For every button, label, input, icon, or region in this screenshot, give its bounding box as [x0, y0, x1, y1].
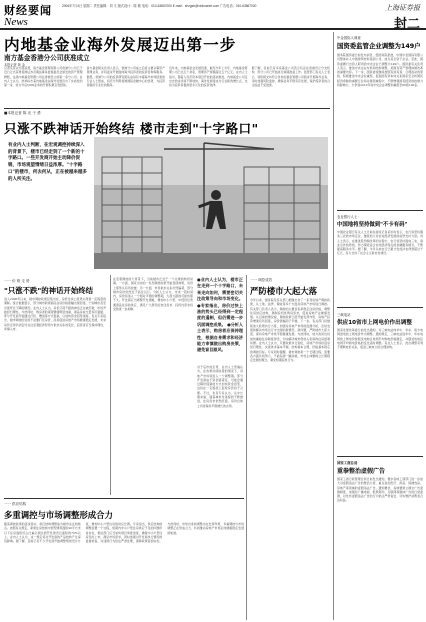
lead-story-kicker: ■本报记者 陈 光 于 勇	[4, 111, 41, 115]
top-story-column: 南方基金相关负责人表示，香港分公司成立后将主要从事资产管理业务，并将逐步开展面向海外投资者的投资咨询等服务。据悉，香港分公司的投资研究团队由具有丰富海外市场经验的专业人士组成，将充分利用香港国际金融中心的优势，为投资者提供专业化的服务。	[86, 66, 165, 88]
bottom-divider	[4, 498, 244, 499]
supply-body: 随着调控政策的逐步落实，供应结构调整成为楼市关注的焦点。按照有关规定，新建住房结构中套型建筑面积90平方米以下住房面积所占比重必须达到开发建设总面积的70%以上。业内人士认为，这一规定将对开发商的产品结构产生深远影响。据了解，目前已有不少开发商开始调整规划设计方案，增加中小户型住房的供应比例。专家指出，供应结构的调整需要一个过程，短期内中小户型住房供应不足的问题仍将存在，相关部门应当加快项目审批进度，确保中小户型住房及时上市，满足市场需求，同时加强对开发商执行情况的监督检查，对违规行为依法严肃处理，保障政策落到实处。与此同时，市场自身的调整也在发挥作用，多重调控与市场调整正在形成合力，共同推动房地产市场走向健康稳定发展的轨道。	[4, 522, 244, 544]
item2-body: 中国农业银行有关人士日前在接受记者采访时表示，农行将坚持服务三农的市场定位，继续加大对农村经济发展的信贷支持力度。该人士表示，在推进股份制改革的过程中，农行将坚持面向三农、商业运作的原则，努力探索适合农村经济特点的金融服务模式，不断提高服务水平。据了解，今年以来农行已累计发放涉农贷款超过千亿元，有力支持了社会主义新农村建设。	[337, 230, 423, 256]
supply-headline: 多重调控与市场调整形成合力	[4, 510, 113, 520]
newspaper-logo: 上海证券报	[385, 4, 420, 12]
construction-photo	[94, 137, 328, 269]
supply-kicker: 一一 供应结构	[4, 502, 27, 506]
edition-label: 封二	[393, 17, 420, 32]
item2-headline: 中国地将坚持做到"不卡有码"	[337, 222, 408, 228]
item2-kicker: 农业银行人士：	[337, 215, 361, 219]
quote-box: ●业内人士认为，楼市正在走到一个十字路口，未来走向如何，需要密切关注政策导向和市场变化。 ●专家指出，房价过快上涨的势头已经得到一定程度的遏制，但仍需进一步巩固调控成果。 ●分析人士表示，购房者应保持理性，根据自身需求和经济能力审慎做出购房决策，避免盲目跟风。	[197, 277, 243, 353]
item1-headline: 国资委监管企业调整为149户	[337, 42, 421, 50]
construction-photo-image	[94, 137, 328, 269]
page-header	[0, 0, 426, 30]
top-story-column: 据了解，目前已有多家基金公司表示有意在香港设立分支机构，部分公司已开始进行前期准备工作。监管部门有关人士表示，将积极支持符合条件的基金管理公司稳步开展海外业务，同时加强风险监控，确保业务平稳有序发展，保护投资者的合法权益不受侵害。	[251, 66, 330, 88]
top-story-column: 近年来，内地基金业发展迅速，截至今年上半年，内地基金管理公司已达五十余家，管理资产规模超过五千亿元。业内人士指出，随着人民币资本项目开放的逐步推进，内地基金公司走出去的步伐将不断加快，海外发展将成为行业新的增长点，也将为投资者提供更多元化的投资选择。	[169, 66, 248, 88]
analysis-body: 在宏观调控的大背景下，当前楼市正处于一个关键的转折时期。一方面，国家出台的一系列调控政策开始显现效果，房价上涨势头有所放缓；另一方面，市场供求关系仍然偏紧，部分城市房价依然处于高位运行。分析人士认为，未来一段时间内，房价将进入一个相对平稳的调整期，大涨大跌的可能性都不大。开发商应当调整开发策略，增加中小户型、中低价位普通商品住房的供应，满足广大居民的自住需求，投机性需求将受到进一步抑制。	[113, 277, 193, 312]
right-divider	[337, 456, 423, 457]
item3-headline: 供应10省市上网电价作出调整	[337, 320, 412, 326]
top-story-column: 记者从有关方面获悉，南方基金管理有限公司香港分公司已于近日正式获得香港证券及期货事务监察委员会颁发的资产管理牌照，这是内地基金管理公司在香港设立的第一家分公司。业内人士认为，此举标志着内地基金业海外发展迈出了实质性的第一步，将为今后QDII业务的开展积累宝贵经验。	[4, 66, 83, 88]
regulation-body: 今年以来，国务院及有关部门相继出台了一系列房地产调控政策，从土地、信贷、税收等多个方面对房地产市场进行调控。有关部门负责人表示，调控的主要目标是稳定住房价格，调整住房供应结构，遏制投机性购房需求，促进房地产业健康发展。从目前的情况看，调控政策已经开始发挥作用，房地产投资增速有所回落，房价涨幅趋于平缓。下一步，有关部门将继续加大政策执行力度，加强对房地产市场的监测分析，及时发现和解决市场运行中出现的新情况、新问题，严防楼市大起大落，保持房地产市场平稳健康发展。与此同时，地方政府也将加快廉租住房制度建设，切实解决城市低收入家庭的住房困难问题。业内人士认为，只要政策执行到位，房地产市场将逐步回归理性，实现供求基本平衡、结构基本合理、价格基本稳定的调控目标。专家同时提醒，楼市调控是一个长期过程，需要各方面共同努力，不能指望一蹴而就，市场主体要树立长期稳定发展的理念，避免短期投机行为。	[250, 298, 330, 363]
item1-body: 国务院国资委日前发布消息，经国务院批准，中国中金国际有限公司整体并入中国建筑材料集团公司，成为其全资子企业。至此，国资委履行出资人职责的中央企业已调整为149户。国资委有关负责人表示，推进中央企业布局和结构调整，是国有资产管理体制改革的重要内容。下一步，国资委将继续按照有进有退、合理流动的原则，积极推进中央企业重组，促进国有资本向关系国家安全和国民经济命脉的重要行业和关键领域集中，不断增强国有经济的控制力和影响力，力争到2010年将中央企业调整和重组至80到100家。	[337, 53, 423, 88]
right-divider	[337, 210, 423, 211]
item3-body: 国家发展改革委日前发出通知，对三峡电站向华中、华东、南方电网送电的上网电价作出调整。通知规定，三峡电站送华中、华东电网的上网电价按照受电地区电网平均购电价格确定，并随受电地区电网平均购电价格的变化适时调整。有关人士表示，此次调整有利于理顺电价关系，促进三峡电力的合理消纳。	[337, 328, 423, 350]
item4-kicker: 国家工商总局	[337, 461, 358, 465]
trend-body: 对于后市的走势，业内人士普遍认为，在政策持续收紧的情况下，房地产市场将进入一个调整期。部分开发商由于资金链紧张，可能会通过降价促销的方式加快资金回笼，这将在一定程度上促使房价趋于合理。不过，也有专家认为，从中长期来看，随着城市化进程的不断推进，住房需求依然旺盛，房价总体上仍将保持平稳增长的态势。	[197, 365, 243, 408]
item4-body: 国家工商行政管理总局日前发出通知，要求各地工商部门进一步加大对虚假违法广告的整治力度，重点查处医疗、药品、保健食品、房地产等领域的虚假违法广告。通知要求，各地要建立健全广告监测制度，加强对广播电视、报纸期刊、互联网等媒体广告的日常监测，对发布虚假违法广告的行为依法严肃查处，切实维护消费者合法权益。	[337, 477, 423, 503]
item1-kicker: 中金国际入调查	[337, 36, 361, 40]
right-column-divider	[333, 32, 334, 620]
top-story-headline: 内地基金业海外发展迈出第一步	[4, 36, 237, 54]
price-trend-body: 进入2006年以来，楼市调控政策密集出台，房价过快上涨势头得到一定程度的遏制。统计数据显示，部分城市新建商品住房价格涨幅出现回落，个别城市甚至出现环比下降的情况。业内人士认为，房价只涨不跌的神话正在被打破，市场开始回归理性。与此同时，购房者的观望情绪明显加重，商品房成交量有所萎缩，部分开发商开始通过打折、赠送等方式促销，以加快资金回笼速度。有关专家指出，楼市调控的目的不是要打压房价，而是促进房地产市场健康稳定发展，未来房价走势仍需密切关注宏观经济形势与供求关系的变化，投资者应当保持理性，审慎入市。	[4, 297, 106, 332]
regulation-kicker: 一一 调控成效	[250, 278, 273, 282]
issue-meta: 2006年7月4日 星期二 责任编辑：刘 义 版式设计：陈 敏 电话：010-63867000 E-mail：shzgsb@xinhuanet.com 广告电话：010-63867000	[62, 4, 257, 8]
right-divider	[337, 307, 423, 308]
section-tag: 财经要闻	[4, 5, 52, 17]
top-story-divider	[4, 108, 330, 109]
regulation-headline: 严防楼市大起大落	[250, 286, 317, 296]
lead-story-headline: 只涨不跌神话开始终结 楼市走到"十字路口"	[4, 121, 259, 136]
top-story-byline: 本报记者 黄 金	[4, 63, 25, 67]
item3-kicker: 三峡电站	[337, 313, 351, 317]
price-trend-headline: "只涨不跌"的神话开始终结	[4, 286, 93, 295]
top-story-body	[4, 66, 330, 106]
price-trend-kicker: 一一 价 格 走 势	[4, 279, 30, 283]
column-divider	[246, 275, 247, 620]
column-divider	[110, 275, 111, 495]
item4-headline: 重拳整治虚假广告	[337, 468, 386, 475]
lead-pull-quote: 有业内人士判断，在宏观调控持续深入的背景下，楼市已经走到了一个新的十字路口。一些开发商开始主动降价促销，市场观望情绪日益浓厚。"十字路口"的楼市，何去何从，正在被越来越多的人所关注。	[8, 143, 87, 182]
top-story-subheadline: 南方基金香港分公司获准成立	[4, 54, 90, 62]
section-tag-english: News	[4, 16, 28, 28]
